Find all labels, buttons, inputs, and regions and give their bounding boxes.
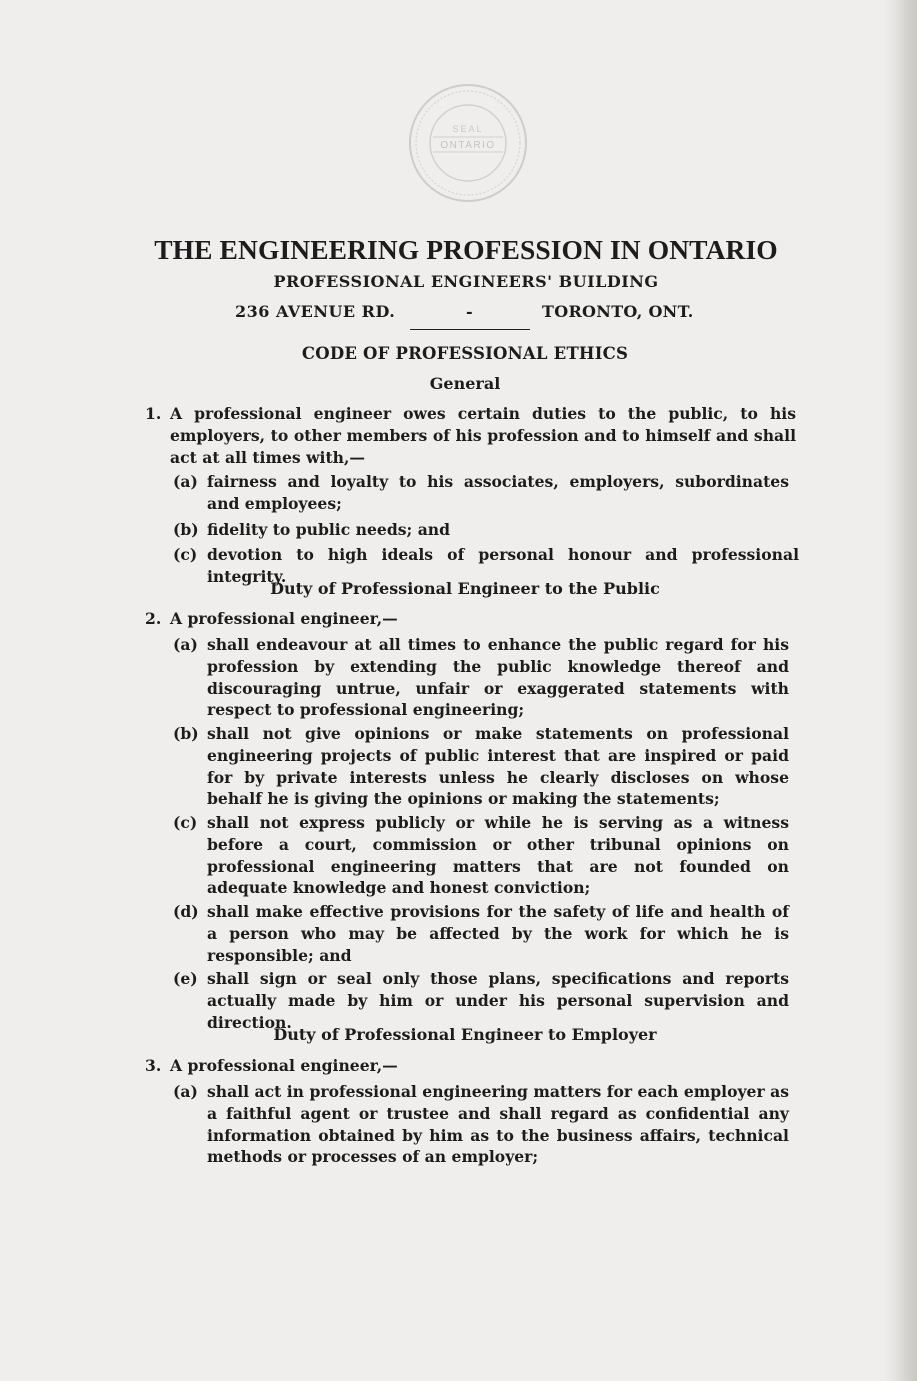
item-text: shall sign or seal only those plans, specifications and reports actually made by him or under his personal supervision and direction. (207, 969, 789, 1032)
item-label: (e) (173, 969, 198, 988)
divider (410, 329, 530, 330)
section-number: 3. (145, 1056, 162, 1075)
item-label: (b) (173, 520, 199, 539)
item-text: shall not give opinions or make statements on professional engineering projects of public interest that are inspired or paid for by private interests unless he clearly discloses on whose behalf he is giving the opinions or making the statements; (207, 724, 789, 809)
item-label: (b) (173, 724, 199, 743)
item-text: devotion to high ideals of personal honour and professional integrity. (207, 545, 799, 586)
section-intro: A professional engineer,— (170, 609, 398, 628)
item-text: fidelity to public needs; and (207, 520, 451, 539)
seal-text-top: SEAL (452, 124, 484, 134)
item-text: shall not express publicly or while he is serving as a witness before a court, commission or other tribunal opinions on professional engineering matters that are not founded on adequate knowledge and honest conviction; (207, 813, 789, 898)
item-label: (c) (173, 813, 198, 832)
item-label: (a) (173, 635, 198, 654)
seal-text-bottom: ONTARIO (440, 140, 496, 151)
section-intro: A professional engineer owes certain duties to the public, to his employers, to other members of his profession and to himself and shall act at all times with,— (170, 404, 796, 467)
section-heading-general: General (429, 374, 501, 393)
building-name: PROFESSIONAL ENGINEERS' BUILDING (273, 272, 659, 291)
item-text: shall act in professional engineering matters for each employer as a faithful agent or trustee and shall regard as confidential any information obtained by him as to the business affairs, technical methods or processes of an employer; (207, 1082, 789, 1167)
item-label: (d) (173, 902, 199, 921)
item-text: fairness and loyalty to his associates, employers, subordinates and employees; (207, 472, 789, 513)
item-text: shall make effective provisions for the safety of life and health of a person who may be affected by the work for which he is responsible; and (207, 902, 789, 965)
section-heading-employer: Duty of Professional Engineer to Employer (273, 1025, 657, 1044)
section-heading-public: Duty of Professional Engineer to the Public (270, 579, 660, 598)
item-label: (a) (173, 472, 198, 491)
code-title: CODE OF PROFESSIONAL ETHICS (301, 344, 629, 363)
item-label: (c) (173, 545, 198, 564)
section-number: 1. (145, 404, 162, 423)
address-separator: - (466, 302, 473, 321)
address-street: 236 AVENUE RD. (235, 302, 396, 321)
item-text: shall endeavour at all times to enhance the public regard for his profession by extending the public knowledge thereof and discouraging untrue, unfair or exaggerated statements with respect to professional engineering; (207, 635, 789, 720)
page-title: THE ENGINEERING PROFESSION IN ONTARIO (154, 234, 778, 265)
section-number: 2. (145, 609, 162, 628)
section-intro: A professional engineer,— (170, 1056, 398, 1075)
embossed-seal-icon (407, 82, 529, 204)
scanned-page-edge (883, 0, 917, 1381)
address-city: TORONTO, ONT. (542, 302, 694, 321)
item-label: (a) (173, 1082, 198, 1101)
